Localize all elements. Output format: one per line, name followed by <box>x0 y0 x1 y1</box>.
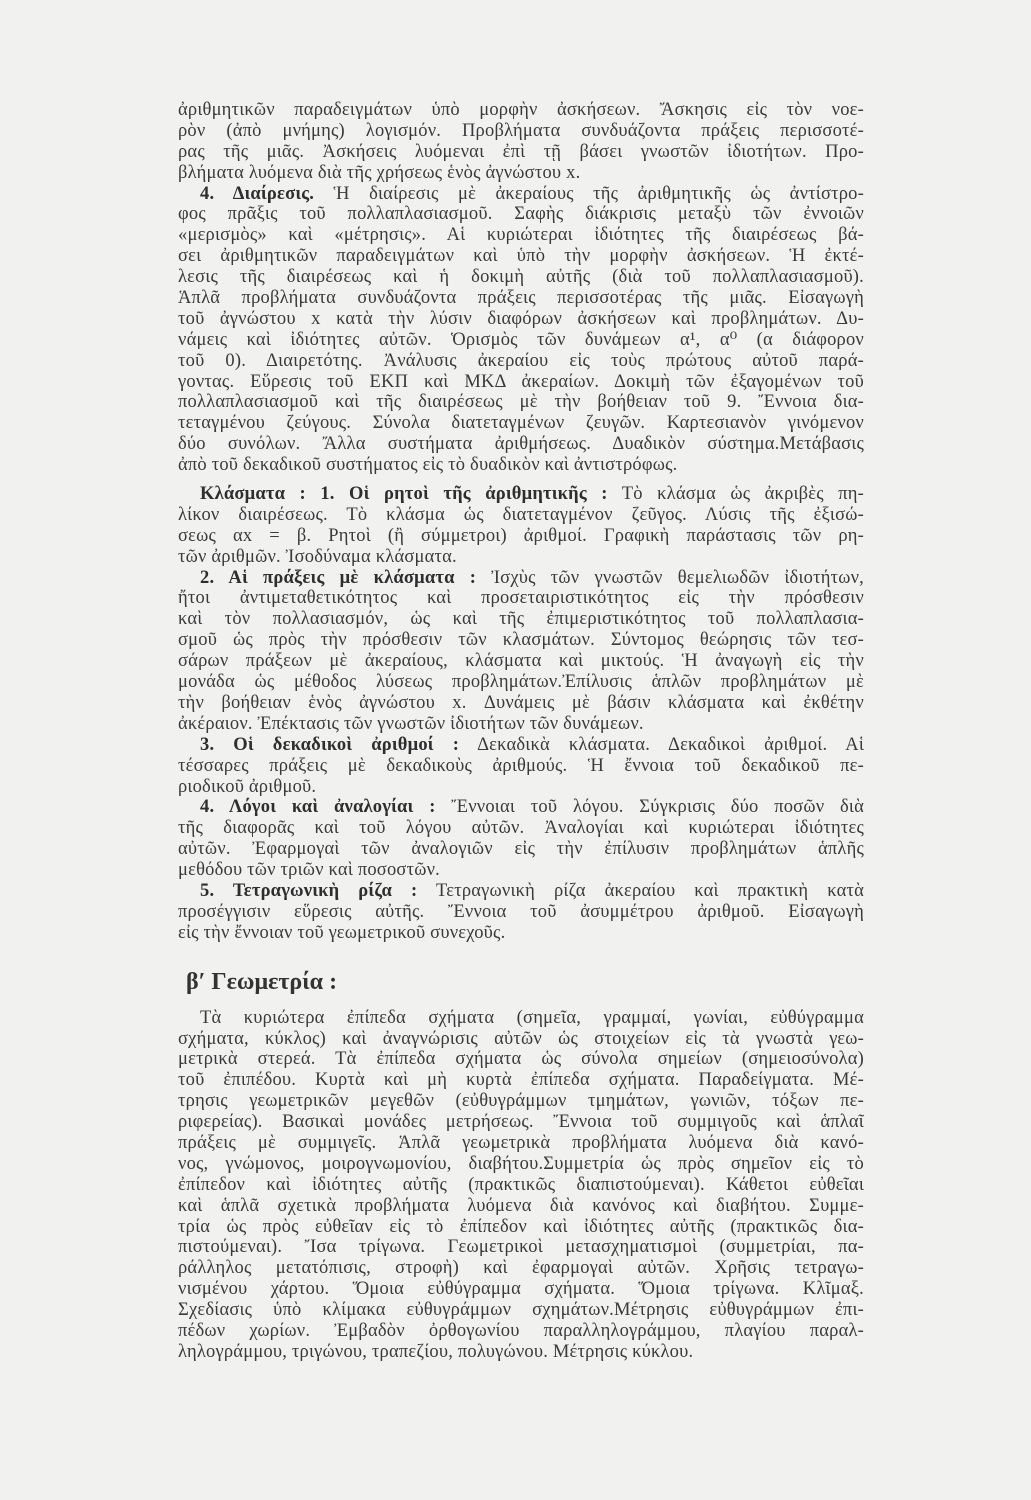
line-text: ἀριθμητικῶν παραδειγμάτων ὑπὸ μορφὴν ἀσκήσεων. Ἄσκησις εἰς τὸν νοε- <box>178 100 864 120</box>
text-line <box>178 735 864 756</box>
text-line: πιστούμεναι). Ἴσα τρίγωνα. Γεωμετρικοὶ μετασχηματισμοὶ (συμμετρίαι, πα- <box>178 1237 864 1258</box>
text-line: καὶ ἁπλᾶ σχετικὰ προβλήματα λυόμενα διὰ κανόνος καὶ διαβήτου. Συμμε- <box>178 1195 864 1216</box>
text-line <box>178 246 864 267</box>
geometry-paragraph <box>178 1008 864 1363</box>
text-line <box>178 204 864 225</box>
line-text: τεταγμένου ζεύγους. Σύνολα διατεταγμένων ζευγῶν. Καρτεσιανὸν γινόμενον <box>178 413 864 434</box>
line-text: τέσσαρες πράξεις μὲ δεκαδικοὺς ἀριθμούς. Ἡ ἔννοια τοῦ δεκαδικοῦ πε- <box>178 755 864 776</box>
line-text: σει ἀριθμητικῶν παραδειγμάτων καὶ ὑπὸ τὴν μορφὴν ἀσκήσεων. Ἡ ἐκτέ- <box>178 246 864 267</box>
paragraph-lead: 4. Διαίρεσις. <box>200 183 315 204</box>
line-text: ἤτοι ἀντιμεταθετικότητος καὶ προσεταιριστικότητος εἰς τὴν πρόσθεσιν <box>178 588 864 609</box>
document-page <box>178 100 864 1363</box>
line-text: προσέγγισιν εὕρεσις αὐτῆς. Ἔννοια τοῦ ἀσυμμέτρου ἀριθμοῦ. Εἰσαγωγὴ <box>178 901 864 922</box>
line-text: ριοδικοῦ ἀριθμοῦ. <box>178 776 317 797</box>
text-line <box>178 568 864 589</box>
line-text: λεσις τῆς διαιρέσεως καὶ ἡ δοκιμὴ αὐτῆς (διὰ τοῦ πολλαπλασιασμοῦ). <box>178 267 864 288</box>
text-line <box>178 923 864 944</box>
line-text: ρὸν (ἀπὸ μνήμης) λογισμόν. Προβλήματα συνδυάζοντα πράξεις περισσοτέ- <box>178 120 864 141</box>
text-line <box>178 588 864 609</box>
text-line <box>178 351 864 372</box>
text-line <box>178 672 864 693</box>
text-line <box>178 142 864 163</box>
text-line: ριφερείας). Βασικαὶ μονάδες μετρήσεως. Ἔννοια τοῦ συμμιγοῦς καὶ ἁπλαῖ <box>178 1112 864 1133</box>
text-line <box>178 309 864 330</box>
paragraph <box>178 568 864 735</box>
line-text: τῶν ἀριθμῶν. Ἰσοδύναμα κλάσματα. <box>178 546 457 567</box>
text-line: ληλογράμμου, τριγώνου, τραπεζίου, πολυγώνου. Μέτρησις κύκλου. <box>178 1341 694 1362</box>
geometry-heading: β′ Γεωμετρία : <box>186 968 338 995</box>
paragraph-lead: 5. Τετραγωνικὴ ρίζα : <box>200 880 418 901</box>
text-line <box>178 330 864 351</box>
text-line: νος, γνώμονος, μοιρογνωμονίου, διαβήτου.Συμμετρία ὡς πρὸς σημεῖον εἰς τὸ <box>178 1153 864 1174</box>
paragraph <box>178 184 864 476</box>
line-text: λίκον διαιρέσεως. Τὸ κλάσμα ὡς διατεταγμένον ζεῦγος. Λύσις τῆς ἐξισώ- <box>178 504 864 525</box>
text-line <box>178 693 864 714</box>
text-line <box>178 547 864 568</box>
paragraph <box>178 797 864 881</box>
text-line <box>178 184 864 205</box>
text-line <box>178 413 864 434</box>
text-line: τοῦ ἐπιπέδου. Κυρτὰ καὶ μὴ κυρτὰ ἐπίπεδα σχήματα. Παραδείγματα. Μέ- <box>178 1070 864 1091</box>
arithmetic-section <box>178 100 864 944</box>
line-text: ἀπὸ τοῦ δεκαδικοῦ συστήματος εἰς τὸ δυαδικὸν καὶ ἀντιστρόφως. <box>178 455 678 476</box>
paragraph-lead: 3. Οἱ δεκαδικοὶ ἀριθμοί : <box>200 734 460 755</box>
line-text: Ἁπλᾶ προβλήματα συνδυάζοντα πράξεις περισσοτέρας τῆς μιᾶς. Εἰσαγωγὴ <box>178 288 864 309</box>
text-line <box>178 630 864 651</box>
paragraph-lead: Κλάσματα : 1. Οἱ ρητοὶ τῆς ἀριθμητικῆς : <box>200 484 608 505</box>
line-text: Ἰσχὺς τῶν γνωστῶν θεμελιωδῶν ἰδιοτήτων, <box>476 567 864 588</box>
text-line: πέδων χωρίων. Ἐμβαδὸν ὀρθογωνίου παραλληλογράμμου, πλαγίου παραλ- <box>178 1320 864 1341</box>
text-line: τρία ὡς πρὸς εὐθεῖαν εἰς τὸ ἐπίπεδον καὶ ἰδιότητες αὐτῆς (πρακτικῶς δια- <box>178 1216 864 1237</box>
line-text: δύο συνόλων. Ἄλλα συστήματα ἀριθμήσεως. Δυαδικὸν σύστημα.Μετάβασις <box>178 434 864 455</box>
text-line: τρησις γεωμετρικῶν μεγεθῶν (εὐθυγράμμων τμημάτων, γωνιῶν, τόξων πε- <box>178 1091 864 1112</box>
text-line <box>178 505 864 526</box>
text-line <box>178 100 864 121</box>
text-line: σχήματα, κύκλος) καὶ ἀναγνώρισις αὐτῶν ὡς στοιχείων εἰς τὰ γνωστὰ γεω- <box>178 1028 864 1049</box>
paragraph <box>178 100 864 184</box>
text-line <box>178 163 864 184</box>
line-text: τὴν βοήθειαν ἑνὸς ἀγνώστου x. Δυνάμεις μὲ βάσιν κλάσματα καὶ ἐκθέτην <box>178 692 864 713</box>
text-line <box>178 288 864 309</box>
line-text: πολλαπλασιασμοῦ καὶ τῆς διαιρέσεως μὲ τὴν βοήθειαν τοῦ 9. Ἔννοια δια- <box>178 392 864 413</box>
text-line <box>178 121 864 142</box>
text-line: νισμένου χάρτου. Ὅμοια εὐθύγραμμα σχήματα. Ὅμοια τρίγωνα. Κλῖμαξ. <box>178 1279 864 1300</box>
line-text: Δεκαδικὰ κλάσματα. Δεκαδικοὶ ἀριθμοί. Αἱ <box>459 734 864 755</box>
line-text: νάμεις καὶ ἰδιότητες αὐτῶν. Ὁρισμὸς τῶν δυνάμεων α¹, α⁰ (α διάφορον <box>178 329 864 350</box>
text-line <box>178 860 864 881</box>
line-text: αὐτῶν. Ἐφαρμογαὶ τῶν ἀναλογιῶν εἰς τὴν ἐπίλυσιν προβλημάτων ἁπλῆς <box>178 839 864 860</box>
line-text: τοῦ 0). Διαιρετότης. Ἀνάλυσις ἀκεραίου εἰς τοὺς πρώτους αὐτοῦ παρά- <box>178 350 864 371</box>
text-line: Τὰ κυριώτερα ἐπίπεδα σχήματα (σημεῖα, γραμμαί, γωνίαι, εὐθύγραμμα <box>200 1007 864 1028</box>
paragraph-lead: 2. Αἱ πράξεις μὲ κλάσματα : <box>200 567 477 588</box>
line-text: γοντας. Εὕρεσις τοῦ ΕΚΠ καὶ ΜΚΔ ἀκεραίων. Δοκιμὴ τῶν ἐξαγομένων τοῦ <box>178 371 864 392</box>
text-line <box>178 902 864 923</box>
text-line <box>178 777 864 798</box>
text-line <box>178 756 864 777</box>
line-text: μεθόδου τῶν τριῶν καὶ ποσοστῶν. <box>178 860 441 881</box>
text-line <box>178 484 864 505</box>
line-text: Ἡ διαίρεσις μὲ ἀκεραίους τῆς ἀριθμητικῆς ὡς ἀντίστρο- <box>314 183 864 204</box>
line-text: σμοῦ ὡς πρὸς τὴν πρόσθεσιν τῶν κλασμάτων. Σύντομος θεώρησις τῶν τεσ- <box>178 630 864 651</box>
text-line <box>178 609 864 630</box>
text-line <box>178 818 864 839</box>
text-line <box>178 455 864 476</box>
text-line <box>178 526 864 547</box>
line-text: βλήματα λυόμενα διὰ τῆς χρήσεως ἑνὸς ἀγνώστου x. <box>178 162 581 183</box>
line-text: φος πρᾶξις τοῦ πολλαπλασιασμοῦ. Σαφὴς διάκρισις μεταξὺ τῶν ἐννοιῶν <box>178 204 864 225</box>
text-line <box>178 651 864 672</box>
text-line: ράλληλος μετατόπισις, στροφὴ) καὶ ἐφαρμογαὶ αὐτῶν. Χρῆσις τετραγω- <box>178 1258 864 1279</box>
text-line <box>178 839 864 860</box>
text-line <box>178 372 864 393</box>
line-text: μονάδα ὡς μέθοδος λύσεως προβλημάτων.Ἐπίλυσις ἁπλῶν προβλημάτων μὲ <box>178 672 864 693</box>
line-text: τοῦ ἀγνώστου x κατὰ τὴν λύσιν διαφόρων ἀσκήσεων καὶ προβλημάτων. Δυ- <box>178 308 864 329</box>
paragraph <box>178 484 864 568</box>
line-text: σεως αx = β. Ρητοὶ (ἢ σύμμετροι) ἀριθμοί. Γραφικὴ παράστασις τῶν ρη- <box>178 525 864 546</box>
line-text: τῆς διαφορᾶς καὶ τοῦ λόγου αὐτῶν. Ἀναλογίαι καὶ κυριώτεραι ἰδιότητες <box>178 818 864 839</box>
text-line: ἐπίπεδον καὶ ἰδιότητες αὐτῆς (πρακτικῶς διαπιστούμεναι). Κάθετοι εὐθεῖαι <box>178 1174 864 1195</box>
text-line <box>178 434 864 455</box>
text-line: μετρικὰ στερεά. Τὰ ἐπίπεδα σχήματα ὡς σύνολα σημείων (σημειοσύνολα) <box>178 1049 864 1070</box>
text-line <box>178 881 864 902</box>
text-line <box>178 392 864 413</box>
line-text: Τὸ κλάσμα ὡς ἀκριβὲς πη- <box>607 484 864 505</box>
text-line <box>178 797 864 818</box>
line-text: «μερισμὸς» καὶ «μέτρησις». Αἱ κυριώτεραι ἰδιότητες τῆς διαιρέσεως βά- <box>178 225 864 246</box>
text-line: πράξεις μὲ συμμιγεῖς. Ἁπλᾶ γεωμετρικὰ προβλήματα λυόμενα διὰ κανό- <box>178 1132 864 1153</box>
paragraph-lead: 4. Λόγοι καὶ ἀναλογίαι : <box>200 797 436 818</box>
text-line <box>178 267 864 288</box>
line-text: καὶ τὸν πολλασιασμόν, ὡς καὶ τῆς ἐπιμεριστικότητος τοῦ πολλαπλασια- <box>178 609 864 630</box>
line-text: Ἔννοιαι τοῦ λόγου. Σύγκρισις δύο ποσῶν διὰ <box>435 797 865 818</box>
line-text: ρας τῆς μιᾶς. Ἀσκήσεις λυόμεναι ἐπὶ τῇ βάσει γνωστῶν ἰδιοτήτων. Προ- <box>178 141 864 162</box>
line-text: Τετραγωνικὴ ρίζα ἀκεραίου καὶ πρακτικὴ κατὰ <box>417 880 864 901</box>
text-line <box>178 225 864 246</box>
line-text: εἰς τὴν ἔννοιαν τοῦ γεωμετρικοῦ συνεχοῦς. <box>178 922 506 943</box>
paragraph <box>178 735 864 798</box>
text-line <box>178 714 864 735</box>
paragraph <box>178 881 864 944</box>
line-text: ἀκέραιον. Ἐπέκτασις τῶν γνωστῶν ἰδιοτήτων τῶν δυνάμεων. <box>178 713 644 734</box>
line-text: σάρων πράξεων μὲ ἀκεραίους, κλάσματα καὶ μικτούς. Ἡ ἀναγωγὴ εἰς τὴν <box>178 651 864 672</box>
text-line: Σχεδίασις ὑπὸ κλίμακα εὐθυγράμμων σχημάτων.Μέτρησις εὐθυγράμμων ἐπι- <box>178 1300 864 1321</box>
